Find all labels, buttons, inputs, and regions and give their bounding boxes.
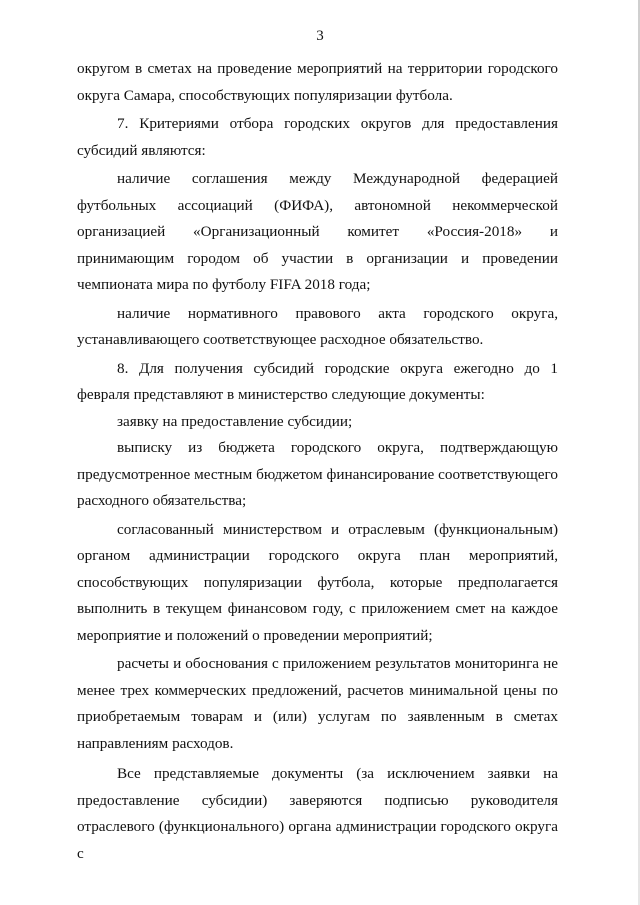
- paragraph-item-7-criteria: 7. Критериями отбора городских округов для предоставления субсидий являются:: [77, 115, 558, 159]
- document-body: [77, 56, 558, 867]
- paragraph-continuation: округом в сметах на проведение мероприятий на территории городского округа Самара, способствующих популяризации футбола.: [77, 60, 558, 104]
- paragraph-document-application: заявку на предоставление субсидии;: [117, 412, 353, 430]
- paragraph-certification: Все представляемые документы (за исключением заявки на предоставление субсидии) заверяются подписью руководителя отраслевого (функционального) органа администрации городского округа с: [77, 765, 558, 862]
- paragraph-document-budget-extract: выписку из бюджета городского округа, подтверждающую предусмотренное местным бюджетом финансирование соответствующего расходного обязательства;: [77, 439, 558, 509]
- paragraph-document-event-plan: согласованный министерством и отраслевым (функциональным) органом администрации городского округа план мероприятий, способствующих популяризации футбола, которые предполагается выполнить в текущем финансовом году, с приложением смет на каждое мероприятие и положений о проведении мероприятий;: [77, 520, 558, 644]
- page-number: 3: [316, 28, 324, 44]
- paragraph-criterion-agreement: наличие соглашения между Международной федерацией футбольных ассоциаций (ФИФА), автономной некоммерческой организацией «Организационный комитет «Россия-2018» и принимающим городом об участии в организации и проведении чемпионата мира по футболу FIFA 2018 года;: [77, 170, 558, 293]
- paragraph-document-calculations: расчеты и обоснования с приложением результатов мониторинга не менее трех коммерческих предложений, расчетов минимальной цены по приобретаемым товарам и (или) услугам по заявленным в сметах направлениям расходов.: [77, 655, 558, 752]
- paragraph-item-8-documents: 8. Для получения субсидий городские округа ежегодно до 1 февраля представляют в министерство следующие документы:: [77, 359, 558, 403]
- paragraph-criterion-legal-act: наличие нормативного правового акта городского округа, устанавливающего соответствующее расходное обязательство.: [77, 304, 558, 348]
